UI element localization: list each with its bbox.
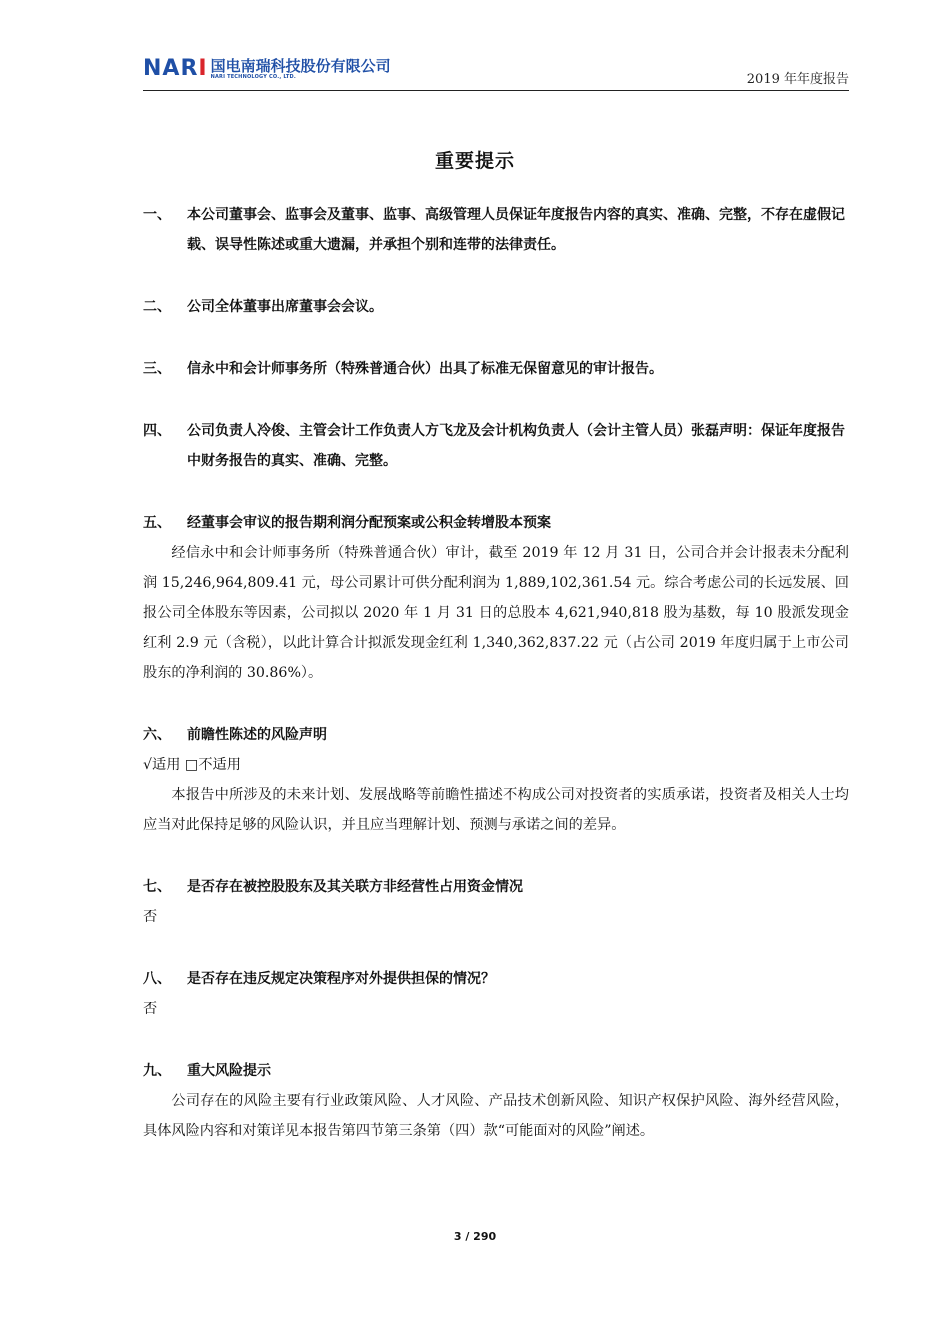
section-9-body: 公司存在的风险主要有行业政策风险、人才风险、产品技术创新风险、知识产权保护风险、海外经营风险，具体风险内容和对策详见本报告第四节第三条第（四）款“可能面对的风险”阐述。 — [143, 1093, 849, 1139]
section-text: 信永中和会计师事务所（特殊普通合伙）出具了标准无保留意见的审计报告。 — [187, 361, 663, 377]
section-number: 八、 — [143, 971, 171, 987]
section-text: 经董事会审议的报告期利润分配预案或公积金转增股本预案 — [187, 515, 551, 531]
section-text: 本公司董事会、监事会及董事、监事、高级管理人员保证年度报告内容的真实、准确、完整，不存在虚假记载、误导性陈述或重大遗漏，并承担个别和连带的法律责任。 — [187, 207, 845, 253]
section-9 — [143, 1056, 849, 1086]
section-number: 九、 — [143, 1063, 171, 1079]
logo-chinese-name: 国电南瑞科技股份有限公司 — [210, 57, 391, 75]
section-number: 四、 — [143, 423, 171, 439]
section-5 — [143, 508, 849, 538]
logo-mark: NARI — [143, 56, 208, 81]
section-6-body: 本报告中所涉及的未来计划、发展战略等前瞻性描述不构成公司对投资者的实质承诺，投资者及相关人士均应当对此保持足够的风险认识，并且应当理解计划、预测与承诺之间的差异。 — [143, 787, 849, 833]
section-7 — [143, 872, 849, 902]
section-number: 三、 — [143, 361, 171, 377]
page-number: 3 / 290 — [453, 1230, 497, 1243]
applicability-options: √适用 □不适用 — [143, 757, 241, 773]
section-1 — [143, 200, 849, 260]
section-4 — [143, 416, 849, 476]
section-number: 六、 — [143, 727, 171, 743]
section-3 — [143, 354, 849, 384]
section-7-answer: 否 — [143, 909, 158, 925]
section-number: 二、 — [143, 299, 171, 315]
company-logo — [143, 58, 391, 80]
section-2 — [143, 292, 849, 322]
section-8 — [143, 964, 849, 994]
section-number: 一、 — [143, 207, 171, 223]
report-label: 2019 年年度报告 — [746, 72, 849, 87]
section-5-body: 经信永中和会计师事务所（特殊普通合伙）审计，截至 2019 年 12 月 31 日，公司合并会计报表未分配利润 15,246,964,809.41 元，母公司累计可供分配利润为 1,889,102,361.54 元。综合考虑公司的长远发展、回报公司全体股东等因素，公司拟以 2020 年 1 月 31 日的总股本 4,621,940,818 股为基数，每 10 股派发现金红利 2.9 元（含税），以此计算合计拟派发现金红利 1,340,362,837.22 元（占公司 2019 年度归属于上市公司股东的净利润的 30.86%）。 — [143, 545, 849, 681]
logo-english-name: NARI TECHNOLOGY CO., LTD. — [210, 74, 296, 80]
section-text: 重大风险提示 — [187, 1063, 271, 1079]
section-6 — [143, 720, 849, 750]
page-title: 重要提示 — [434, 150, 515, 172]
section-text: 公司全体董事出席董事会会议。 — [187, 299, 383, 315]
section-8-answer: 否 — [143, 1001, 158, 1017]
section-text: 是否存在违反规定决策程序对外提供担保的情况？ — [187, 971, 495, 987]
section-number: 五、 — [143, 515, 171, 531]
section-number: 七、 — [143, 879, 171, 895]
section-text: 是否存在被控股股东及其关联方非经营性占用资金情况 — [187, 879, 523, 895]
document-body — [143, 200, 849, 1146]
section-text: 公司负责人冷俊、主管会计工作负责人方飞龙及会计机构负责人（会计主管人员）张磊声明：保证年度报告中财务报告的真实、准确、完整。 — [187, 423, 845, 469]
page-header — [143, 56, 849, 91]
section-text: 前瞻性陈述的风险声明 — [187, 727, 327, 743]
